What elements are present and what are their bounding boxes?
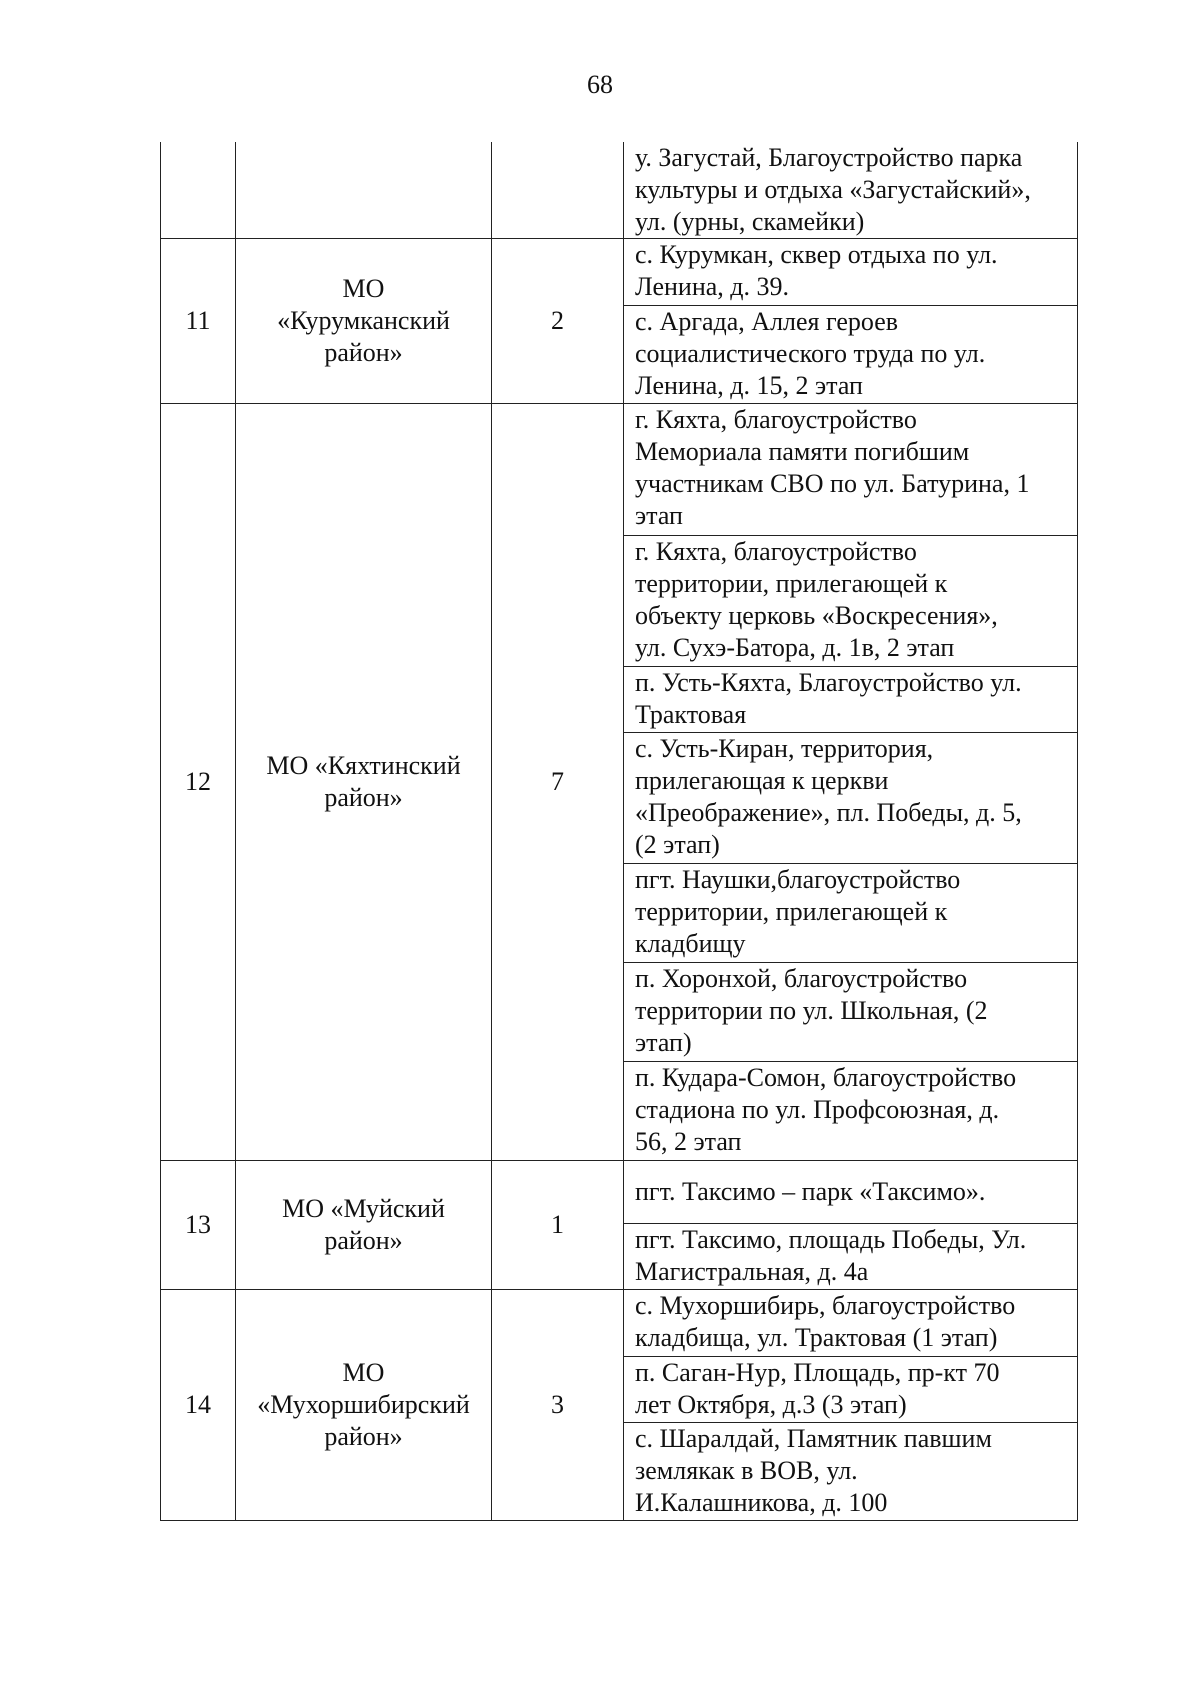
object-count: 1 <box>492 1161 624 1290</box>
object-count: 2 <box>492 239 624 404</box>
row-number: 14 <box>161 1290 236 1521</box>
site-entry: г. Кяхта, благоустройство Мемориала памяти погибшим участникам СВО по ул. Батурина, 1 этап <box>635 405 1030 530</box>
site-entry: п. Саган-Нур, Площадь, пр-кт 70 лет Октября, д.3 (3 этап) <box>624 1356 1077 1422</box>
table-row <box>161 142 1078 239</box>
sites-cell <box>624 142 1078 239</box>
site-entry: пгт. Таксимо – парк «Таксимо». <box>635 1177 986 1206</box>
object-count: 7 <box>492 404 624 1161</box>
site-entry: у. Загустай, Благоустройство парка культуры и отдыха «Загустайский», ул. (урны, скамейки) <box>635 143 1031 236</box>
site-entry: п. Усть-Кяхта, Благоустройство ул. Трактовая <box>624 666 1077 732</box>
page-number: 68 <box>587 70 613 99</box>
table-row <box>161 1161 1078 1290</box>
row-number <box>161 142 236 239</box>
municipality-name <box>236 142 492 239</box>
table-row <box>161 239 1078 404</box>
site-entry: пгт. Наушки,благоустройство территории, прилегающей к кладбищу <box>624 863 1077 962</box>
sites-cell <box>624 239 1078 404</box>
row-number: 12 <box>161 404 236 1161</box>
object-count: 3 <box>492 1290 624 1521</box>
row-number: 11 <box>161 239 236 404</box>
object-count <box>492 142 624 239</box>
site-entry: с. Курумкан, сквер отдыха по ул. Ленина, д. 39. <box>635 240 998 301</box>
sites-cell <box>624 1290 1078 1521</box>
table-row <box>161 1290 1078 1521</box>
municipality-name: МО «Курумканский район» <box>236 239 492 404</box>
site-entry: п. Кудара-Сомон, благоустройство стадиона по ул. Профсоюзная, д. 56, 2 этап <box>624 1061 1077 1160</box>
site-entry: п. Хоронхой, благоустройство территории по ул. Школьная, (2 этап) <box>624 962 1077 1061</box>
sites-cell <box>624 1161 1078 1290</box>
site-entry: с. Усть-Киран, территория, прилегающая к церкви «Преображение», пл. Победы, д. 5, (2 этап) <box>624 732 1077 863</box>
site-entry: с. Аргада, Аллея героев социалистического труда по ул. Ленина, д. 15, 2 этап <box>624 305 1077 403</box>
table-row <box>161 404 1078 1161</box>
row-number: 13 <box>161 1161 236 1290</box>
site-entry: с. Шаралдай, Памятник павшим землякак в ВОВ, ул. И.Калашникова, д. 100 <box>624 1422 1077 1520</box>
site-entry: пгт. Таксимо, площадь Победы, Ул. Магистральная, д. 4а <box>624 1223 1077 1289</box>
municipality-name: МО «Мухоршибирский район» <box>236 1290 492 1521</box>
municipality-name: МО «Кяхтинский район» <box>236 404 492 1161</box>
site-entry: с. Мухоршибирь, благоустройство кладбища, ул. Трактовая (1 этап) <box>635 1291 1016 1352</box>
site-entry: г. Кяхта, благоустройство территории, прилегающей к объекту церковь «Воскресения», ул. Сухэ-Батора, д. 1в, 2 этап <box>624 535 1077 666</box>
sites-cell <box>624 404 1078 1161</box>
municipality-name: МО «Муйский район» <box>236 1161 492 1290</box>
sites-table <box>160 142 1078 1521</box>
